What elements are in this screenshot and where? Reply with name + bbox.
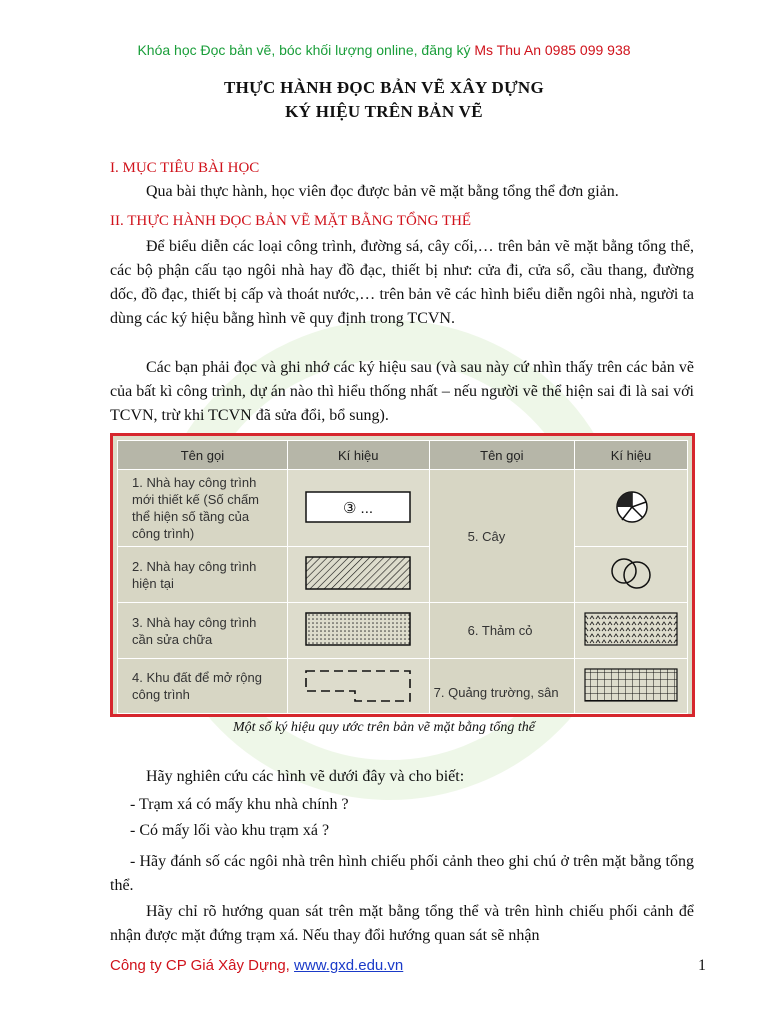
- table-row: [118, 603, 688, 659]
- row7-name: 7. Quảng trường, sân: [429, 659, 574, 714]
- table-header-symbol-1: Kí hiệu: [287, 441, 429, 470]
- section2-paragraph-1: Để biểu diễn các loại công trình, đường sá, cây cối,… trên bản vẽ mặt bằng tổng thể, các bộ phận cấu tạo ngôi nhà hay đồ đạc, thiết bị như: cửa đi, cửa sổ, cầu thang, đường dốc, đồ đạc, thiết bị cấp và thoát nước,… trên bản vẽ các hình biểu diễn ngôi nhà, người ta dùng các ký hiệu bằng hình vẽ quy định trong TCVN.: [110, 238, 694, 327]
- symbol-table: [117, 440, 688, 714]
- footer: [110, 957, 403, 974]
- table-header-row: [118, 441, 688, 470]
- table-row: [118, 470, 688, 547]
- questions-intro: Hãy nghiên cứu các hình vẽ dưới đây và cho biết:: [146, 768, 465, 785]
- tree-symbol-2: [574, 547, 687, 603]
- new-building-symbol: [287, 470, 429, 547]
- footer-website-link[interactable]: www.gxd.edu.vn: [294, 957, 404, 974]
- table-header-name-2: Tên gọi: [429, 441, 574, 470]
- table-header-symbol-2: Kí hiệu: [574, 441, 687, 470]
- table-row: [118, 659, 688, 714]
- page-title: THỰC HÀNH ĐỌC BẢN VẼ XÂY DỰNG: [223, 78, 545, 97]
- questions-paragraph: Hãy chỉ rõ hướng quan sát trên mặt bằng tổng thể và trên hình chiếu phối cảnh để nhận được mặt đứng trạm xá. Nếu thay đổi hướng quan sát sẽ nhận: [110, 903, 694, 944]
- section1-heading: I. MỤC TIÊU BÀI HỌC: [110, 160, 260, 176]
- header-course-text: Khóa học Đọc bản vẽ, bóc khối lượng online, đăng ký: [137, 42, 471, 58]
- row3-name: 3. Nhà hay công trình cần sửa chữa: [118, 603, 288, 659]
- table-caption: Một số ký hiệu quy ước trên bản vẽ mặt bằng tổng thể: [232, 720, 536, 735]
- lawn-symbol: [574, 603, 687, 659]
- symbol-table-frame: [110, 433, 695, 717]
- section2-heading: II. THỰC HÀNH ĐỌC BẢN VẼ MẶT BẰNG TỔNG THỂ: [110, 213, 472, 229]
- row2-name: 2. Nhà hay công trình hiện tại: [118, 547, 288, 603]
- question-1: - Trạm xá có mấy khu nhà chính ?: [130, 796, 349, 813]
- header-contact-text: Ms Thu An 0985 099 938: [474, 42, 631, 58]
- tree-symbol-1: [574, 470, 687, 547]
- row1-name: 1. Nhà hay công trình mới thiết kế (Số chấm thể hiện số tầng của công trình): [118, 470, 288, 547]
- row5-name: 5. Cây: [429, 470, 574, 603]
- square-symbol: [574, 659, 687, 714]
- course-header: [0, 42, 768, 58]
- page-subtitle: KÝ HIỆU TRÊN BẢN VẼ: [285, 102, 483, 121]
- row6-name: 6. Thảm cỏ: [429, 603, 574, 659]
- existing-building-symbol: [287, 547, 429, 603]
- section2-paragraph-2: Các bạn phải đọc và ghi nhớ các ký hiệu sau (và sau này cứ nhìn thấy trên các bản vẽ của bất kì công trình, dự án nào thì hiểu thống nhất – nếu người vẽ thể hiện sai đi là sai với TCVN, trừ khi TCVN đã sửa đổi, bổ sung).: [110, 359, 694, 424]
- table-row: [118, 547, 688, 603]
- section1-text: Qua bài thực hành, học viên đọc được bản vẽ mặt bằng tổng thể đơn giản.: [146, 183, 619, 200]
- new-building-symbol-label: ③ ...: [343, 499, 374, 517]
- footer-company: Công ty CP Giá Xây Dựng,: [110, 957, 290, 974]
- expansion-land-symbol: [287, 659, 429, 714]
- page-number: 1: [698, 957, 706, 974]
- row4-name: 4. Khu đất để mở rộng công trình: [118, 659, 288, 714]
- question-2: - Có mấy lối vào khu trạm xá ?: [130, 822, 330, 839]
- repair-building-symbol: [287, 603, 429, 659]
- table-header-name-1: Tên gọi: [118, 441, 288, 470]
- question-3: - Hãy đánh số các ngôi nhà trên hình chiếu phối cảnh theo ghi chú ở trên mặt bằng tổng thể.: [110, 853, 694, 894]
